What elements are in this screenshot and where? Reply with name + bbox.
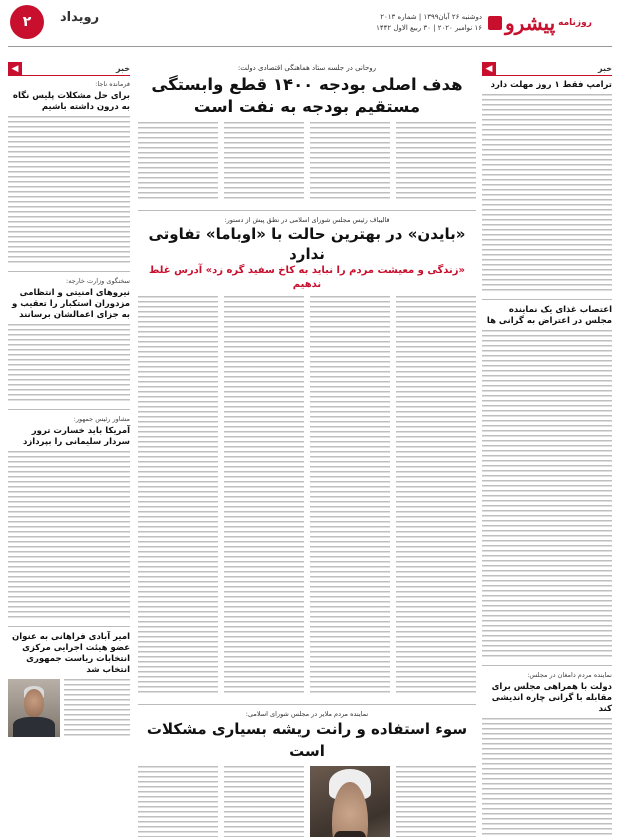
right-story-1-body	[482, 94, 612, 294]
section-title: رویداد	[60, 10, 100, 25]
chevron-left-icon: ◀	[482, 62, 496, 76]
logo-prefix: روزنامه	[558, 18, 592, 28]
masthead-logo	[488, 6, 608, 40]
divider	[8, 271, 130, 272]
right-column	[482, 62, 612, 837]
left-story-4-title: امیر آبادی فراهانی به عنوان عضو هیئت اجرایی مرکزی انتخابات ریاست جمهوری انتخاب شد	[12, 632, 130, 675]
bottom-body	[138, 766, 476, 837]
bottom-headline: سوء استفاده و رانت ریشه بسیاری مشکلات است	[146, 720, 468, 760]
right-story-3-kicker: نماینده مردم دامغان در مجلس:	[527, 671, 612, 679]
left-story-2-kicker: سخنگوی وزارت خارجه:	[66, 277, 130, 285]
divider	[482, 299, 612, 300]
issue-date	[282, 12, 482, 34]
divider	[482, 665, 612, 666]
logo-mark-icon	[488, 16, 502, 30]
left-story-3-title: آمریکا باید خسارت ترور سردار سلیمانی را بپردازد	[23, 426, 130, 447]
left-story-2-title: نیروهای امنیتی و انتظامی مزدوران استکبار را تعقیب و به جزای اعمالشان برسانند	[12, 288, 130, 320]
quote-headline: «بایدن» در بهترین حالت با «اوباما» تفاوتی ندارد	[148, 225, 466, 263]
divider	[8, 626, 130, 627]
main-column	[138, 62, 476, 837]
left-story-4-body	[64, 679, 130, 737]
quote-body	[138, 296, 476, 699]
left-story-1-title: برای حل مشکلات پلیس نگاه به درون داشته باشیم	[12, 91, 130, 112]
right-story-2-title: اعتصاب غذای یک نماینده مجلس در اعتراض به گرانی ها	[486, 305, 612, 326]
portrait-photo	[8, 679, 60, 737]
left-story-2-body	[8, 324, 130, 404]
right-story-3-title: دولت با همراهی مجلس برای مقابله با گرانی چاره اندیشی کند	[491, 682, 612, 714]
lead-headline: هدف اصلی بودجه ۱۴۰۰ قطع وابستگی مستقیم بودجه به نفت است	[151, 75, 463, 116]
page-number-badge: ۲	[10, 5, 44, 39]
divider	[8, 409, 130, 410]
left-story-1-kicker: فرمانده ناجا:	[95, 80, 130, 88]
left-story-3-kicker: مشاور رئیس جمهور:	[73, 415, 130, 423]
logo-text: پیشرو	[505, 11, 556, 35]
right-story-2-body	[482, 330, 612, 660]
header-divider	[8, 46, 612, 47]
left-section-tab	[8, 62, 130, 76]
quote-kicker: قالیباف رئیس مجلس شورای اسلامی در نطق پیش از دستور:	[224, 216, 390, 224]
quote-subheadline: «زندگی و معیشت مردم را نباید به کاخ سفید گره زد» آدرس غلط ندهیم	[148, 265, 466, 290]
lead-body	[138, 122, 476, 205]
chevron-left-icon: ◀	[8, 62, 22, 76]
date-line-2: ۱۶ نوامبر ۲۰۲۰ | ۳۰ ربیع الاول ۱۴۴۲	[376, 24, 482, 32]
left-column	[8, 62, 130, 740]
bottom-kicker: نماینده مردم ملایر در مجلس شورای اسلامی:	[245, 710, 369, 718]
date-line-1: دوشنبه ۲۶ آبان۱۳۹۹ | شماره ۲۰۱۳	[380, 13, 482, 21]
right-tab-label: خبر	[597, 64, 612, 73]
lead-kicker: روحانی در جلسه ستاد هماهنگی اقتصادی دولت:	[237, 64, 377, 72]
cleric-photo	[310, 766, 390, 837]
right-story-3-body	[482, 718, 612, 837]
divider	[138, 704, 476, 705]
left-story-1-body	[8, 116, 130, 266]
left-tab-label: خبر	[115, 64, 130, 73]
divider	[138, 210, 476, 211]
right-story-1-title: ترامپ فقط ۱ روز مهلت دارد	[490, 80, 612, 90]
page-header	[0, 0, 620, 56]
right-section-tab	[482, 62, 612, 76]
left-story-3-body	[8, 451, 130, 621]
